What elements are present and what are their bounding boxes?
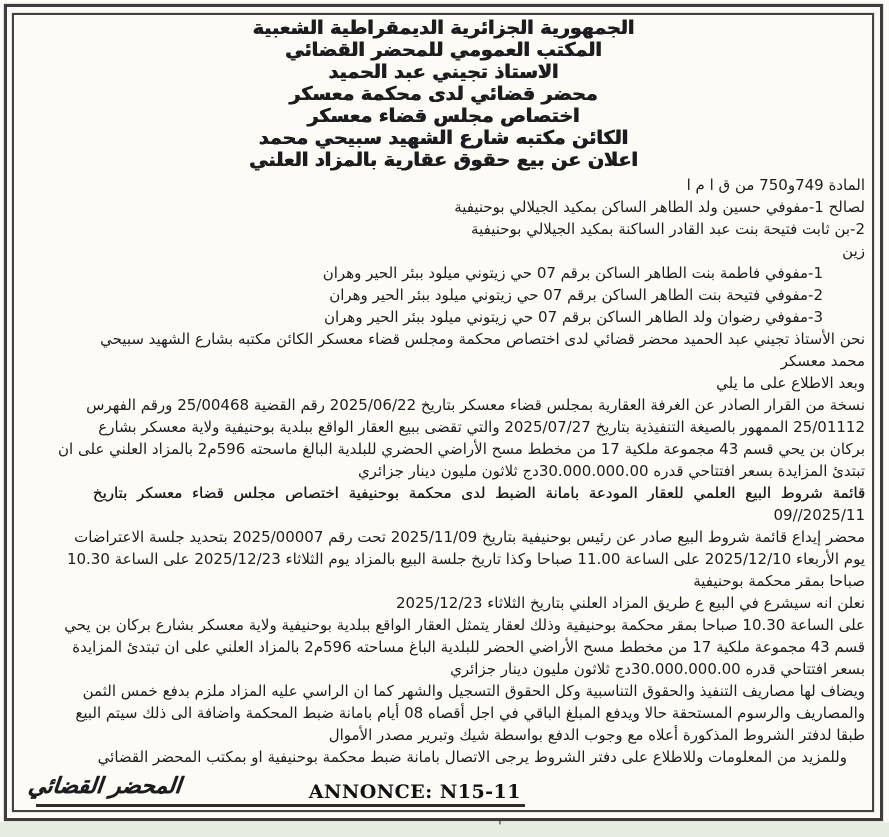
body-line-article: المادة 749و750 من ق ا م ا <box>686 176 865 194</box>
body-line-date: 2025/11//09 <box>773 506 865 524</box>
body-line-party1: 1-مفوفي فاطمة بنت الطاهر الساكن برقم 07 حي زيتوني ميلود ببئر الحير وهران <box>322 264 823 282</box>
scan-background-strip <box>0 822 889 837</box>
body-line-party2: 2-مفوفي فتيحة بنت الطاهر الساكن برقم 07 حي زيتوني ميلود ببئر الحير وهران <box>329 286 823 304</box>
header-office: المكتب العمومي للمحضر القضائي <box>285 39 602 61</box>
body-line: على الساعة 10.30 صباحا بمقر محكمة بوحنيفية وذلك لعقار يتمثل العقار الواقع ببلدية بوحنيفية ولاية معسكر بشارع بركان بن يحي <box>64 616 865 634</box>
header-subject-title: اعلان عن بيع حقوق عقارية بالمزاد العلني <box>249 149 638 171</box>
body-line-beneficiary1: لصالح 1-مفوفي حسين ولد الطاهر الساكن بمكيد الجيلالي بوحنيفية <box>454 198 865 216</box>
body-line-price2: بسعر افتتاحي قدره 30.000.000.00دج ثلاثون مليون دينار جزائري <box>450 660 865 678</box>
body-line-versus: زين <box>842 242 865 260</box>
body-line-contact: وللمزيد من المعلومات وللاطلاع على دفتر الشروط يرجى الاتصال بامانة ضبط محكمة بوحنيفية او بمكتب المحضر القضائي <box>97 748 847 766</box>
announce-reference: ANNONCE: N15-11 <box>308 781 521 803</box>
body-line: محمد معسكر <box>780 352 865 370</box>
document-content <box>22 17 865 810</box>
body-line-fees: ويضاف لها مصاريف التنفيذ والحقوق التناسبية وكل الحقوق التسجيل والشهر كما ان الراسي عليه المزاد ملزم بدفع خمس الثمن <box>82 682 865 700</box>
header-bailiff-name: الاستاذ تجيني عبد الحميد <box>328 61 559 83</box>
body-line: نحن الأستاذ تجيني عبد الحميد محضر قضائي لدى اختصاص محكمة ومجلس قضاء معسكر الكائن مكتبه بشارع الشهيد سبيحي <box>100 330 865 348</box>
body-line-auction-date: نعلن انه سيشرع في البيع ع طريق المزاد العلني بتاريخ الثلاثاء 2025/12/23 <box>396 594 865 612</box>
body-line-price: تبتدئ المزايدة بسعر افتتاحي قدره 30.000.000.00دج ثلاثون مليون دينار جزائري <box>357 462 865 480</box>
announce-underline <box>36 781 525 807</box>
body-line-beneficiary2: 2-بن ثابت فتيحة بنت عبد القادر الساكنة بمكيد الجيلالي بوحنيفية <box>471 220 865 238</box>
bailiff-signature: المحضر القضائي <box>26 774 183 799</box>
body-line: 25/01112 الممهور بالصيغة التنفيذية بتاريخ 2025/07/27 والتي تقضى ببيع العقار الواقع ببلدية بوحنيفية ولاية معسكر بشارع <box>98 418 865 436</box>
header-office-address: الكائن مكتبه شارع الشهيد سبيحي محمد <box>258 127 629 149</box>
body-line-decision: نسخة من القرار الصادر عن الغرفة العقارية بمجلس قضاء معسكر بتاريخ 2025/06/22 رقم القضية 25/00468 ورقم الفهرس <box>86 396 865 414</box>
body-text-block <box>22 174 865 768</box>
header-jurisdiction: اختصاص مجلس قضاء معسكر <box>307 105 580 127</box>
body-line: وبعد الاطلاع على ما يلي <box>716 374 865 392</box>
body-line-deposit: محضر إيداع قائمة شروط البيع صادر عن رئيس بوحنيفية بتاريخ 2025/11/09 تحت رقم 2025/00007 بتحديد جلسة الاعتراضات <box>74 528 865 546</box>
body-line-party3: 3-مفوفي رضوان ولد الطاهر الساكن برقم 07 حي زيتوني ميلود ببئر الحير وهران <box>323 308 823 326</box>
body-line: طبقا لدفتر الشروط المذكورة أعلاه مع وجوب الدفع بواسطة شيك وتبرير مصدر الأموال <box>328 726 865 744</box>
body-line-conditions: قائمة شروط البيع العلمي للعقار المودعة بامانة الضبط لدى محكمة بوحنيفية اختصاص مجلس قضاء معسكر بتاريخ <box>92 484 865 502</box>
header-republic: الجمهورية الجزائرية الديمقراطية الشعبية <box>252 17 635 39</box>
body-line: والمصاريف والرسوم المستحقة حالا ويدفع المبلغ الباقي في اجل أقصاه 08 أيام بامانة ضبط المحكمة واضافة الى ذلك سيتم البيع <box>75 704 865 722</box>
body-line: قسم 43 مجموعة ملكية 17 من مخطط مسح الأراضي الحضر للبلدية الباغ مساحته 596م2 بالمزاد العلني على ان تبتدئ المزايدة <box>72 638 865 656</box>
body-line-sessions: يوم الأربعاء 2025/12/10 على الساعة 11.00 صباحا وكذا تاريخ جلسة البيع بالمزاد يوم الثلاثاء 2025/12/23 على الساعة 10.30 <box>66 550 865 568</box>
header-bailiff-role: محضر قضائي لدى محكمة معسكر <box>289 83 598 105</box>
body-line: بركان بن يحي قسم 43 مجموعة ملكية 17 من مخطط مسح الأراضي الحضري للبلدية البالغ ماسحته 596م2 بالمزاد العلني على ان <box>58 440 865 458</box>
body-line: صباحا بمقر محكمة بوحنيفية <box>693 572 865 590</box>
scan-artifact-mark: ' <box>498 819 502 835</box>
